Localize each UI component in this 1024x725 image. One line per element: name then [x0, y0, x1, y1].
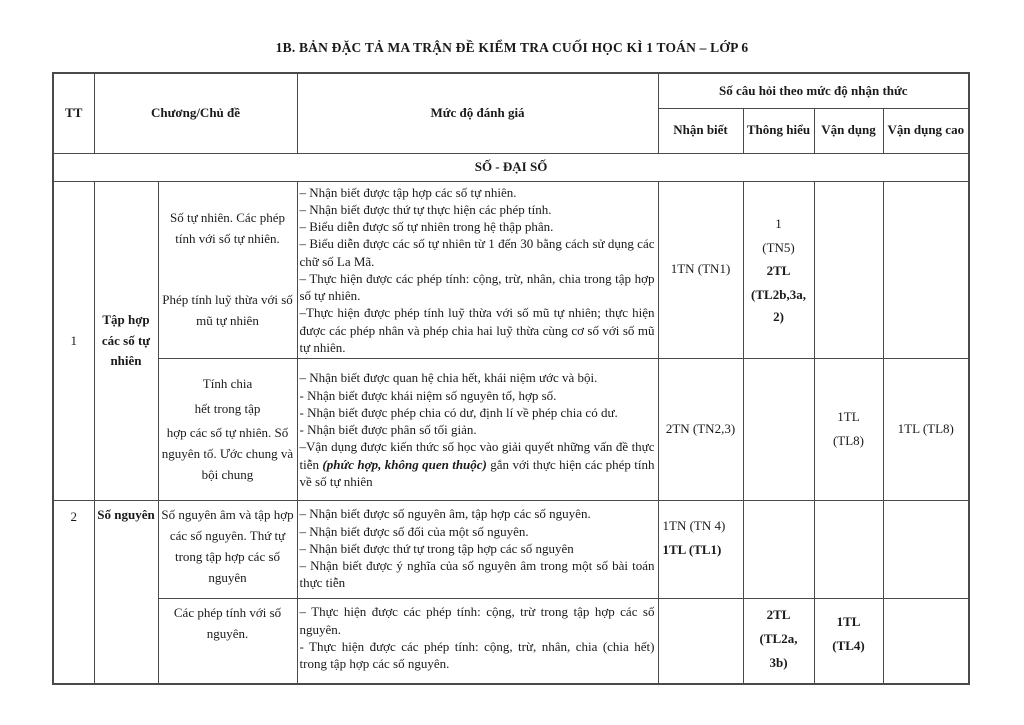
cell-r2b-van-dung	[814, 599, 883, 684]
criteria-line-compound	[300, 438, 655, 490]
topic-line: hết trong tập	[194, 400, 261, 416]
criteria-line: – Nhận biết được tập hợp các số tự nhiên.	[299, 184, 517, 200]
answer-line: (TL2b,3a,	[751, 287, 806, 303]
cell-r2-chapter: Số nguyên	[94, 501, 158, 684]
criteria-line: – Thực hiện được các phép tính: cộng, trừ, nhân, chia trong tập hợp số tự nhiên.	[299, 270, 655, 304]
criteria-text: –Vận dụng được kiến thức số học vào giải quyết những vấn đề thực tiễn	[299, 439, 655, 472]
header-cell-tt: TT	[53, 73, 94, 153]
criteria-emphasis: (phức hợp, không quen thuộc)	[322, 456, 487, 472]
topic-line: hợp các số tự nhiên. Số nguyên tố. Ước chung và bội chung	[161, 425, 294, 482]
answer-line: 1TL	[836, 614, 861, 630]
cell-r2b-van-dung-cao	[883, 599, 969, 684]
answer-line: 2)	[773, 309, 784, 325]
answer-line: 1TL	[837, 409, 860, 425]
answer-line: 1TN (TN 4)	[662, 518, 726, 534]
cell-r1a-van-dung	[814, 181, 883, 359]
answer-line: 3b)	[769, 655, 788, 671]
answer-line: 1	[775, 215, 782, 231]
page-title: 1B. BẢN ĐẶC TẢ MA TRẬN ĐỀ KIỂM TRA CUỐI HỌC KÌ 1 TOÁN – LỚP 6	[275, 40, 749, 55]
cell-r1a-criteria	[297, 181, 658, 359]
section-row	[53, 153, 969, 181]
header-cell-comprehension: Thông hiểu	[743, 108, 814, 153]
criteria-line: – Nhận biết được thứ tự trong tập hợp các số nguyên	[299, 540, 574, 556]
answer-line: 2TL	[766, 263, 791, 279]
criteria-line: - Nhận biết được khái niệm số nguyên tố, hợp số.	[299, 387, 557, 403]
cell-r2a-thong-hieu	[743, 501, 814, 599]
answer-line: (TL2a,	[759, 631, 798, 647]
cell-r1b-topic	[158, 359, 297, 501]
table-row-1a	[53, 181, 969, 359]
header-cell-assessment-level: Mức độ đánh giá	[297, 73, 658, 153]
answer-line: 1TL (TL1)	[662, 542, 722, 558]
answer-line: (TL8)	[832, 433, 865, 449]
criteria-line: - Nhận biết được phân số tối giản.	[299, 422, 477, 438]
header-cell-recognition: Nhận biết	[658, 108, 743, 153]
answer-line: 2TL	[766, 607, 791, 623]
cell-r1-chapter: Tập hợp các số tự nhiên	[94, 181, 158, 501]
header-cell-chapter-topic: Chương/Chủ đề	[94, 73, 297, 153]
criteria-line: – Nhận biết được số nguyên âm, tập hợp các số nguyên.	[299, 506, 591, 522]
spec-matrix-table	[52, 72, 970, 685]
cell-r2a-topic: Số nguyên âm và tập hợp các số nguyên. Thứ tự trong tập hợp các số nguyên	[158, 501, 297, 599]
answer-line: (TN5)	[762, 239, 795, 255]
criteria-line: – Nhận biết được số đối của một số nguyên.	[299, 523, 529, 539]
answer-line: (TL4)	[832, 638, 865, 654]
criteria-line: – Nhận biết được ý nghĩa của số nguyên âm trong một số bài toán thực tiễn	[299, 558, 655, 591]
cell-r2b-thong-hieu	[743, 599, 814, 684]
cell-r2b-nhan-biet	[658, 599, 743, 684]
header-row-1	[53, 73, 969, 108]
cell-r1b-criteria	[297, 359, 658, 501]
topic-paragraph: Phép tính luỹ thừa với số mũ tự nhiên	[162, 291, 293, 328]
table-row-2a	[53, 501, 969, 599]
cell-r1-number: 1	[53, 181, 94, 501]
criteria-line: – Biểu diễn được số tự nhiên trong hệ thập phân.	[299, 219, 554, 235]
cell-r2a-nhan-biet	[658, 501, 743, 599]
cell-r1a-nhan-biet: 1TN (TN1)	[658, 181, 743, 359]
criteria-line: - Thực hiện được các phép tính: cộng, trừ, nhân, chia (chia hết) trong tập hợp các số nguyên.	[299, 638, 655, 672]
cell-r2a-van-dung	[814, 501, 883, 599]
table-row-1b	[53, 359, 969, 501]
cell-r2b-criteria	[297, 599, 658, 684]
cell-r1a-topic	[158, 181, 297, 359]
cell-r1a-van-dung-cao	[883, 181, 969, 359]
criteria-line: – Nhận biết được thứ tự thực hiện các phép tính.	[299, 201, 552, 217]
cell-r2a-criteria	[297, 501, 658, 599]
header-cell-high-application: Vận dụng cao	[883, 108, 969, 153]
cell-r2a-van-dung-cao	[883, 501, 969, 599]
topic-paragraph: Số tự nhiên. Các phép tính với số tự nhiên.	[169, 210, 285, 247]
criteria-line: –Thực hiện được phép tính luỹ thừa với số mũ tự nhiên; thực hiện được các phép nhân và phép chia hai luỹ thừa cùng cơ số với số mũ tự nhiên.	[299, 305, 655, 356]
header-cell-application: Vận dụng	[814, 108, 883, 153]
criteria-line: – Thực hiện được các phép tính: cộng, trừ trong tập hợp các số nguyên.	[299, 604, 655, 637]
cell-r1b-thong-hieu	[743, 359, 814, 501]
topic-line: Tính chia	[202, 375, 253, 391]
table-row-2b	[53, 599, 969, 684]
header-cell-question-counts: Số câu hỏi theo mức độ nhận thức	[658, 73, 969, 108]
criteria-text: gắn với thực hiện các phép tính về số tự nhiên	[299, 456, 655, 490]
cell-r1b-nhan-biet: 2TN (TN2,3)	[658, 359, 743, 501]
cell-r1b-van-dung-cao: 1TL (TL8)	[883, 359, 969, 501]
criteria-line: - Nhận biết được phép chia có dư, định lí về phép chia có dư.	[299, 404, 618, 420]
cell-r1b-van-dung	[814, 359, 883, 501]
cell-r2-number: 2	[53, 501, 94, 684]
cell-r2b-topic: Các phép tính với số nguyên.	[158, 599, 297, 684]
section-title: SỐ - ĐẠI SỐ	[53, 153, 969, 181]
criteria-line: – Biểu diễn được các số tự nhiên từ 1 đến 30 bằng cách sử dụng các chữ số La Mã.	[299, 236, 655, 269]
criteria-line: – Nhận biết được quan hệ chia hết, khái niệm ước và bội.	[299, 370, 598, 386]
cell-r1a-thong-hieu	[743, 181, 814, 359]
